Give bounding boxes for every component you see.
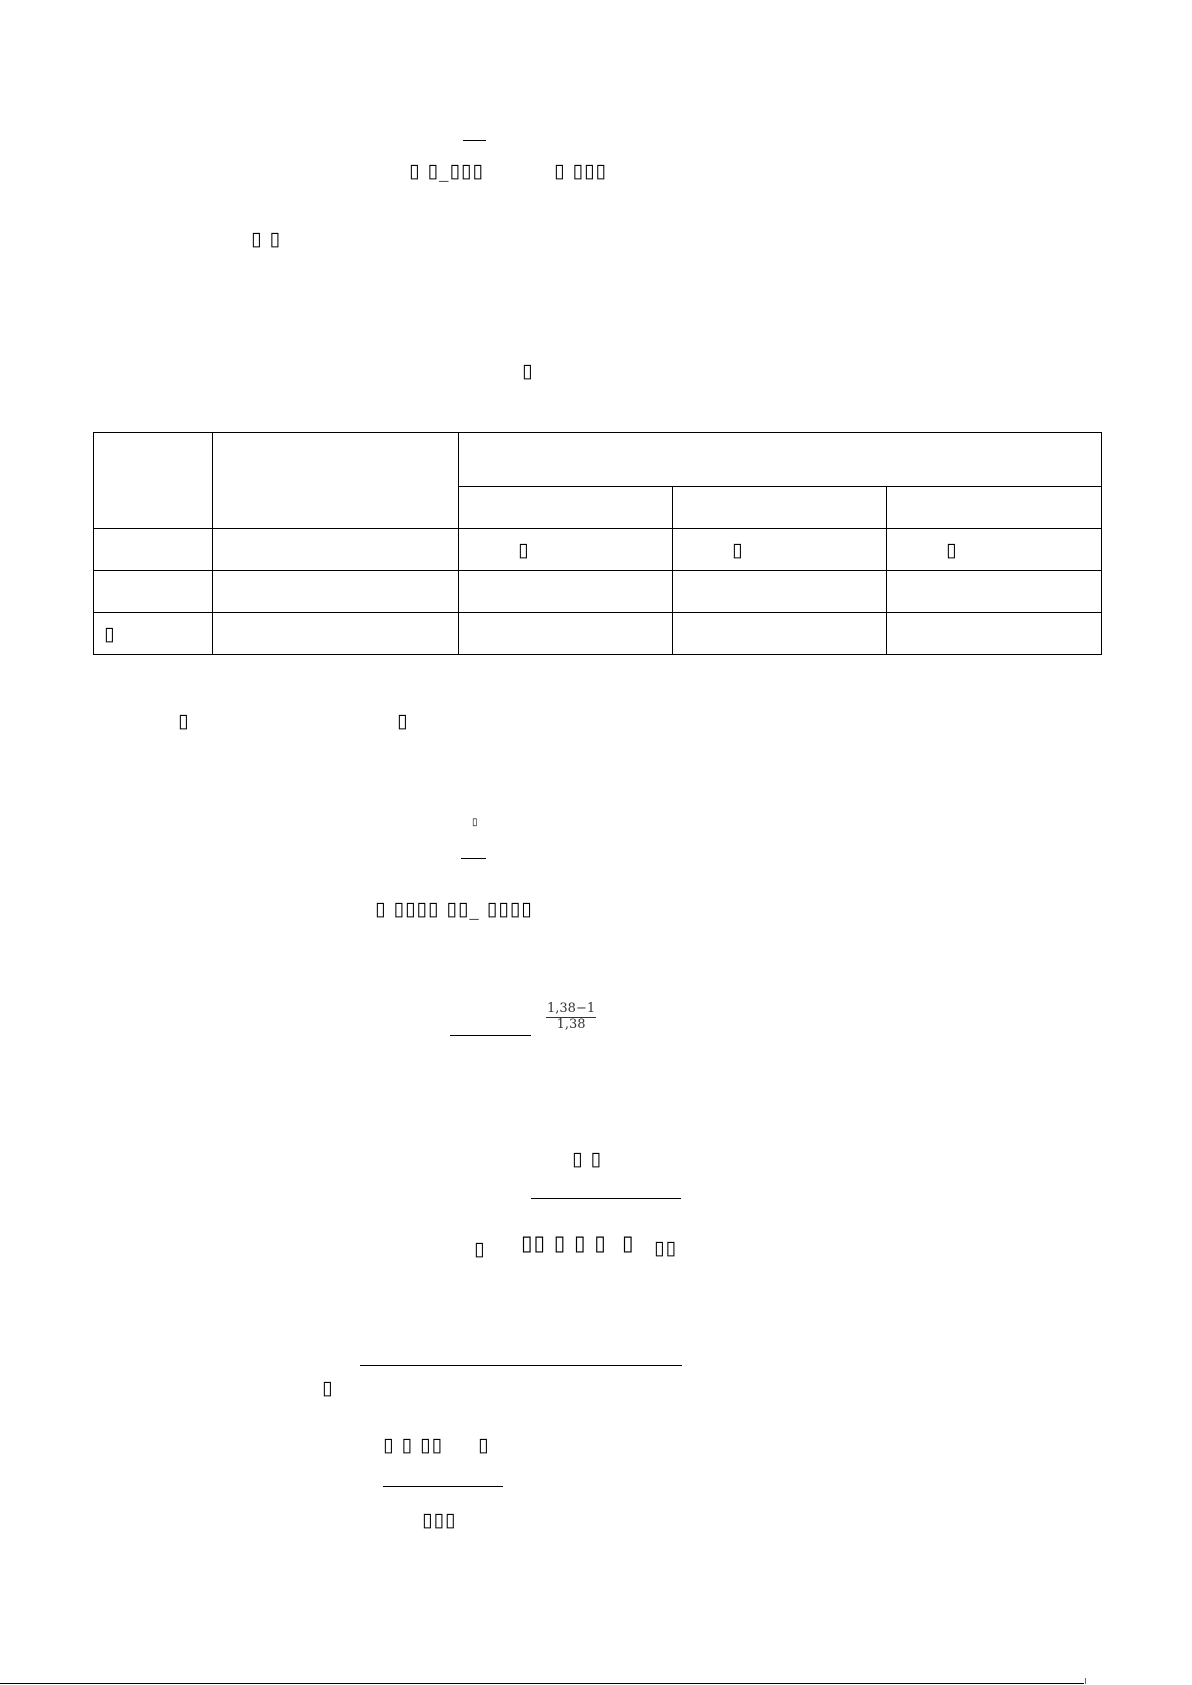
formula-text: ▯: [474, 1238, 486, 1260]
formula-text: ▯▯ ▯ ▯ ▯: [521, 1231, 607, 1255]
table-header-cell: [459, 487, 673, 529]
formula-text: ▯: [622, 1231, 635, 1255]
data-table: [93, 432, 1102, 655]
formula-text: ▯: [397, 710, 409, 732]
formula-text: ▯: [478, 1434, 490, 1456]
table-cell: [94, 529, 213, 571]
table-cell: [213, 571, 459, 613]
table-cell: [213, 529, 459, 571]
formula-text: ▯: [1070, 1598, 1082, 1620]
table-cell: [94, 613, 213, 655]
formula-text: ▯ ▯▯▯: [554, 160, 607, 182]
table-cell: [459, 571, 673, 613]
table-row: [94, 433, 1102, 487]
table-header-cell: [887, 487, 1102, 529]
table-header-cell: [673, 487, 887, 529]
table-cell: [94, 571, 213, 613]
table-cell-text: ▯: [104, 622, 115, 645]
table-cell: [459, 613, 673, 655]
footer-rule: [0, 1683, 1084, 1684]
table-cell-text: ▯: [946, 538, 957, 561]
formula-text: ▯ ▯: [251, 228, 281, 250]
fraction-formula: [546, 1002, 596, 1033]
small-glyph: ▯: [472, 817, 478, 828]
table-cell: [459, 529, 673, 571]
fraction-bar: [450, 1035, 531, 1036]
table-header-cell: [94, 433, 213, 529]
fraction-bar: [360, 1365, 682, 1366]
table-row: [94, 613, 1102, 655]
table-header-cell: [213, 433, 459, 529]
fraction-bar: [531, 1198, 681, 1199]
table-header-cell: [459, 433, 1102, 487]
formula-text: ▯: [322, 1377, 334, 1399]
formula-text: ▯: [522, 360, 534, 382]
table-row: [94, 529, 1102, 571]
formula-text: ▯ ▯▯▯▯ ▯▯_ ▯▯▯▯: [375, 898, 533, 920]
page-edge-mark: [1085, 1678, 1086, 1684]
table-row: [94, 571, 1102, 613]
formula-text: ▯ ▯: [572, 1148, 602, 1170]
fraction-bar: [383, 1486, 503, 1487]
table-cell: [673, 613, 887, 655]
table-cell: [673, 571, 887, 613]
table-cell-text: ▯: [732, 538, 743, 561]
formula-text: ▯ ▯ ▯▯: [383, 1434, 443, 1456]
formula-text: ▯▯: [654, 1237, 677, 1259]
fraction-denominator: 1,38: [556, 1016, 586, 1032]
formula-text: ▯▯▯: [422, 1509, 457, 1531]
fraction-numerator: 1,38−1: [547, 1001, 596, 1016]
fraction-bar: [463, 140, 486, 141]
table-cell: [887, 529, 1102, 571]
fraction-bar: [461, 858, 486, 859]
formula-text: ▯: [178, 710, 190, 732]
table-cell: [213, 613, 459, 655]
table-cell: [673, 529, 887, 571]
table-cell-text: ▯: [518, 538, 529, 561]
table-cell: [887, 613, 1102, 655]
table-cell: [887, 571, 1102, 613]
formula-text: ▯ ▯_▯▯▯: [409, 160, 484, 182]
